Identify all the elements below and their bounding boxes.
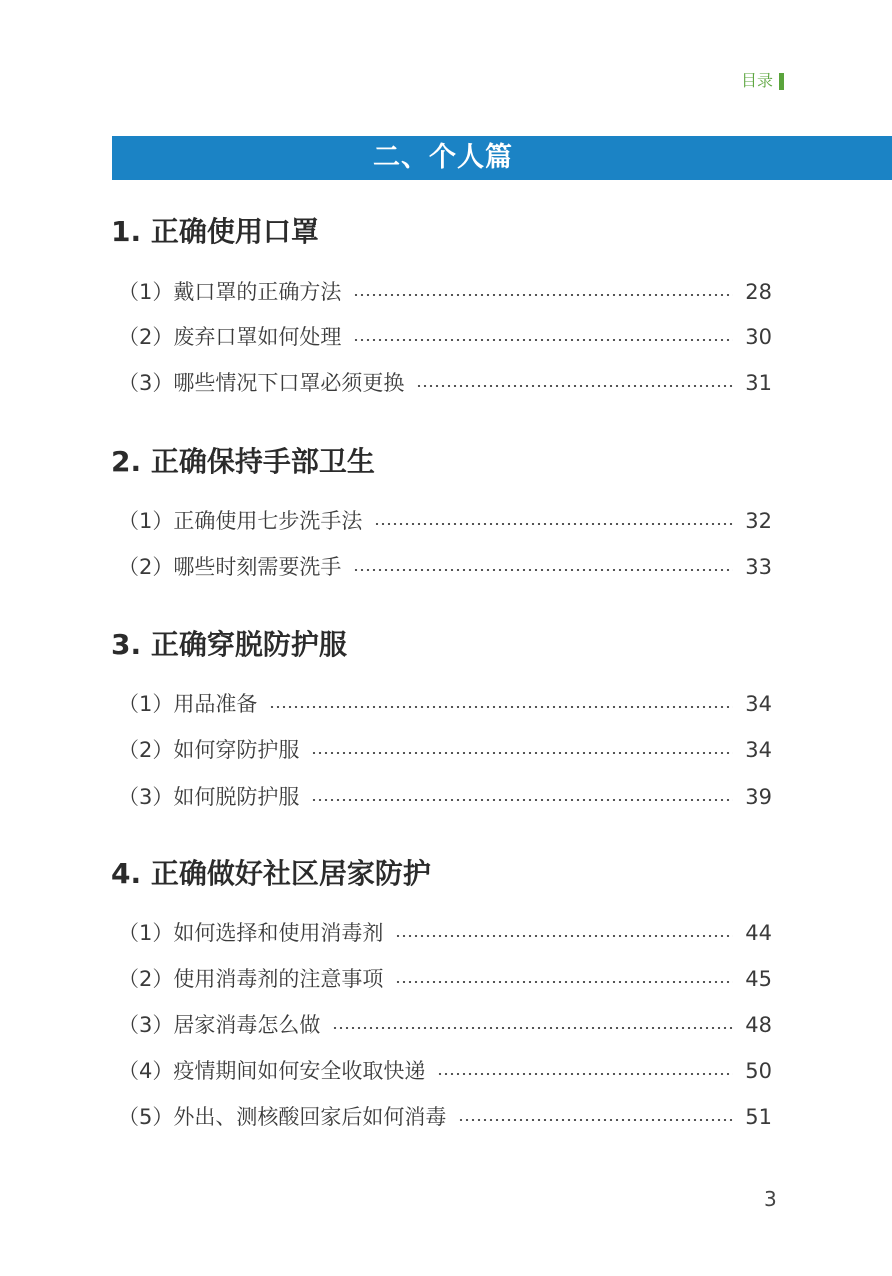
toc-header-tag [741, 70, 784, 92]
toc-entry-number: （1） [118, 921, 174, 945]
toc-entry-page: 32 [745, 509, 772, 533]
toc-header-label: 目录 [741, 71, 774, 90]
section-heading-2[interactable]: 2. 正确保持手部卫生 [111, 445, 375, 478]
toc-entry-number: （1） [118, 280, 174, 304]
toc-entry-page: 34 [745, 692, 772, 716]
toc-entry-page: 34 [745, 738, 772, 762]
toc-entry-number: （5） [118, 1105, 174, 1129]
toc-entry-page: 31 [745, 371, 772, 395]
toc-entry-page: 51 [745, 1105, 772, 1129]
toc-entry-title: 居家消毒怎么做 [173, 1013, 321, 1037]
toc-entry-page: 28 [745, 280, 772, 304]
toc-entry[interactable] [118, 277, 772, 307]
toc-entry-title: 如何穿防护服 [173, 738, 300, 762]
dot-leader [269, 706, 733, 708]
toc-entry[interactable] [118, 782, 772, 812]
toc-entry-title: 戴口罩的正确方法 [173, 280, 342, 304]
dot-leader [416, 385, 733, 387]
toc-entry-number: （1） [118, 509, 174, 533]
toc-entry-number: （2） [118, 325, 174, 349]
chapter-banner [112, 136, 892, 180]
toc-entry-page: 45 [745, 967, 772, 991]
toc-entry-page: 44 [745, 921, 772, 945]
toc-entry-title: 用品准备 [173, 692, 258, 716]
toc-entry-number: （3） [118, 785, 174, 809]
dot-leader [353, 339, 733, 341]
toc-entry-number: （3） [118, 1013, 174, 1037]
toc-entry[interactable] [118, 1056, 772, 1086]
section-heading-4[interactable]: 4. 正确做好社区居家防护 [111, 857, 431, 890]
dot-leader [332, 1027, 733, 1029]
dot-leader [311, 799, 733, 801]
dot-leader [437, 1073, 733, 1075]
toc-entry[interactable] [118, 552, 772, 582]
toc-entry-number: （4） [118, 1059, 174, 1083]
toc-entry-number: （2） [118, 738, 174, 762]
toc-entry[interactable] [118, 1010, 772, 1040]
toc-entry-title: 疫情期间如何安全收取快递 [173, 1059, 426, 1083]
toc-entry-title: 哪些情况下口罩必须更换 [173, 371, 405, 395]
dot-leader [353, 294, 733, 296]
dot-leader [458, 1119, 733, 1121]
chapter-title: 二、个人篇 [373, 142, 513, 173]
header-accent-bar [779, 73, 784, 90]
dot-leader [353, 569, 733, 571]
toc-entry-title: 如何脱防护服 [173, 785, 300, 809]
toc-entry[interactable] [118, 735, 772, 765]
toc-entry-title: 外出、测核酸回家后如何消毒 [173, 1105, 447, 1129]
toc-entry-page: 50 [745, 1059, 772, 1083]
toc-entry[interactable] [118, 322, 772, 352]
toc-entry-title: 废弃口罩如何处理 [173, 325, 342, 349]
toc-entry-number: （1） [118, 692, 174, 716]
toc-entry-title: 使用消毒剂的注意事项 [173, 967, 384, 991]
toc-entry[interactable] [118, 964, 772, 994]
toc-entry[interactable] [118, 689, 772, 719]
toc-entry-title: 哪些时刻需要洗手 [173, 555, 342, 579]
toc-entry-number: （2） [118, 555, 174, 579]
toc-entry-title: 正确使用七步洗手法 [173, 509, 363, 533]
toc-entry[interactable] [118, 918, 772, 948]
section-heading-3[interactable]: 3. 正确穿脱防护服 [111, 628, 347, 661]
dot-leader [311, 752, 733, 754]
toc-entry-page: 48 [745, 1013, 772, 1037]
toc-entry-number: （2） [118, 967, 174, 991]
page-number: 3 [764, 1187, 777, 1211]
toc-entry-title: 如何选择和使用消毒剂 [173, 921, 384, 945]
toc-entry[interactable] [118, 506, 772, 536]
toc-entry-page: 33 [745, 555, 772, 579]
toc-entry[interactable] [118, 368, 772, 398]
dot-leader [395, 935, 733, 937]
toc-entry-page: 39 [745, 785, 772, 809]
toc-entry[interactable] [118, 1102, 772, 1132]
toc-entry-page: 30 [745, 325, 772, 349]
dot-leader [395, 981, 733, 983]
section-heading-1[interactable]: 1. 正确使用口罩 [111, 215, 319, 248]
toc-entry-number: （3） [118, 371, 174, 395]
dot-leader [374, 523, 733, 525]
